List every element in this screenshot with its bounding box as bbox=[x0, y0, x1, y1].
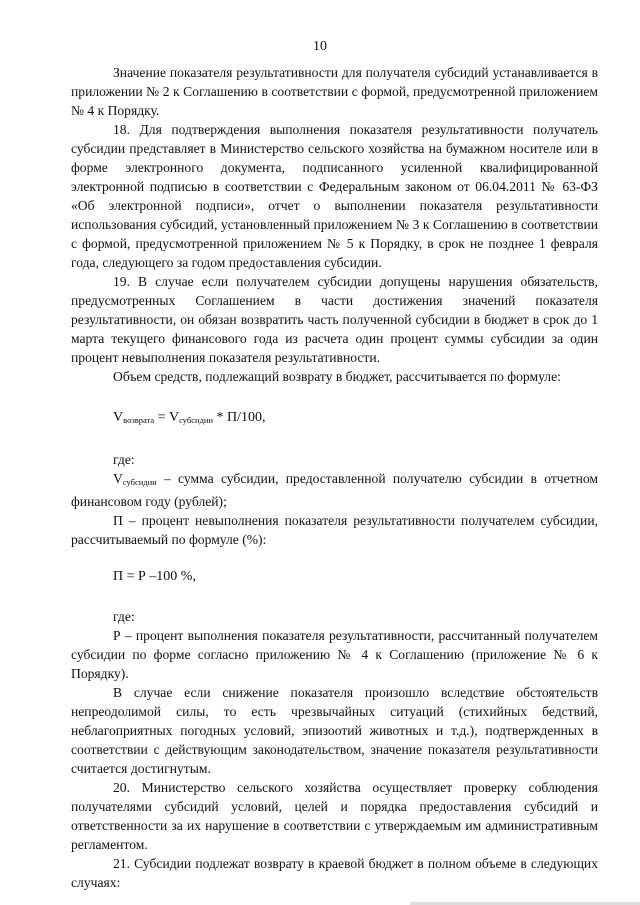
where-label-1: где: bbox=[113, 452, 135, 467]
v-definition-text: – сумма субсидии, предоставленной получателю субсидии в отчетном финансовом году (рублей); bbox=[71, 471, 598, 509]
paragraph-19: 19. В случае если получателем субсидии допущены нарушения обязательств, предусмотренных Соглашением в части достижения значений показателя результативности, он обязан возвратить часть полученной субсидии в бюджет в срок до 1 марта текущего финансового года из расчета один процент суммы субсидии за один процент невыполнения показателя результативности. bbox=[71, 274, 598, 365]
definition-p: П – процент невыполнения показателя результативности получателем субсидии, рассчитываемый по формуле (%): bbox=[71, 513, 598, 547]
definition-r: Р – процент выполнения показателя результативности, рассчитанный получателем субсидии по форме согласно приложению № 4 к Соглашению (приложение № 6 к Порядку). bbox=[71, 628, 598, 681]
paragraph-21: 21. Субсидии подлежат возврату в краевой бюджет в полном объеме в следующих случаях: bbox=[71, 856, 598, 890]
formula-lhs-sub: возврата bbox=[123, 415, 155, 425]
paragraph-force-majeure: В случае если снижение показателя произошло вследствие обстоятельств непреодолимой силы, то есть чрезвычайных ситуаций (стихийных бедствий, неблагоприятных погодных условий, эпизоотий животных и т.д.), подтвержденных в соответствии с действующим законодательством, значение показателя результативности считается достигнутым. bbox=[71, 685, 598, 776]
paragraph-20: 20. Министерство сельского хозяйства осуществляет проверку соблюдения получателями субсидий условий, целей и порядка предоставления субсидий и ответственности за их нарушение в соответствии с утверждаемым им административным регламентом. bbox=[71, 780, 598, 852]
formula-rest: * П/100, bbox=[213, 410, 266, 425]
formula-rhs-sub: субсидии bbox=[179, 415, 213, 425]
definition-v-subsidy bbox=[71, 469, 598, 511]
formula-percent: П = Р –100 %, bbox=[113, 569, 196, 584]
paragraph-intro: Значение показателя результативности для получателя субсидий устанавливается в приложении № 2 к Соглашению в соответствии с формой, предусмотренной приложением № 4 к Порядку. bbox=[71, 65, 598, 118]
document-body bbox=[71, 63, 598, 892]
where-label-2: где: bbox=[113, 609, 135, 624]
formula-lhs: V bbox=[113, 410, 124, 425]
v-symbol: V bbox=[113, 471, 123, 486]
formula-refund bbox=[71, 408, 598, 430]
paragraph-volume: Объем средств, подлежащий возврату в бюджет, рассчитывается по формуле: bbox=[113, 369, 561, 384]
v-subscript: субсидии bbox=[122, 477, 157, 487]
formula-eq: = V bbox=[154, 410, 180, 425]
page-number: 10 bbox=[313, 39, 327, 54]
paragraph-18: 18. Для подтверждения выполнения показателя результативности получатель субсидии представляет в Министерство сельского хозяйства на бумажном носителе или в форме электронного документа, подписанного усиленной квалифицированной электронной подписью в соответствии с Федеральным законом от 06.04.2011 № 63-ФЗ «Об электронной подписи», отчет о выполнении показателя результативности использования субсидий, установленный приложением № 3 к Соглашению в соответствии с формой, предусмотренной приложением № 5 к Порядку, в срок не позднее 1 февраля года, следующего за годом предоставления субсидии. bbox=[71, 122, 598, 270]
